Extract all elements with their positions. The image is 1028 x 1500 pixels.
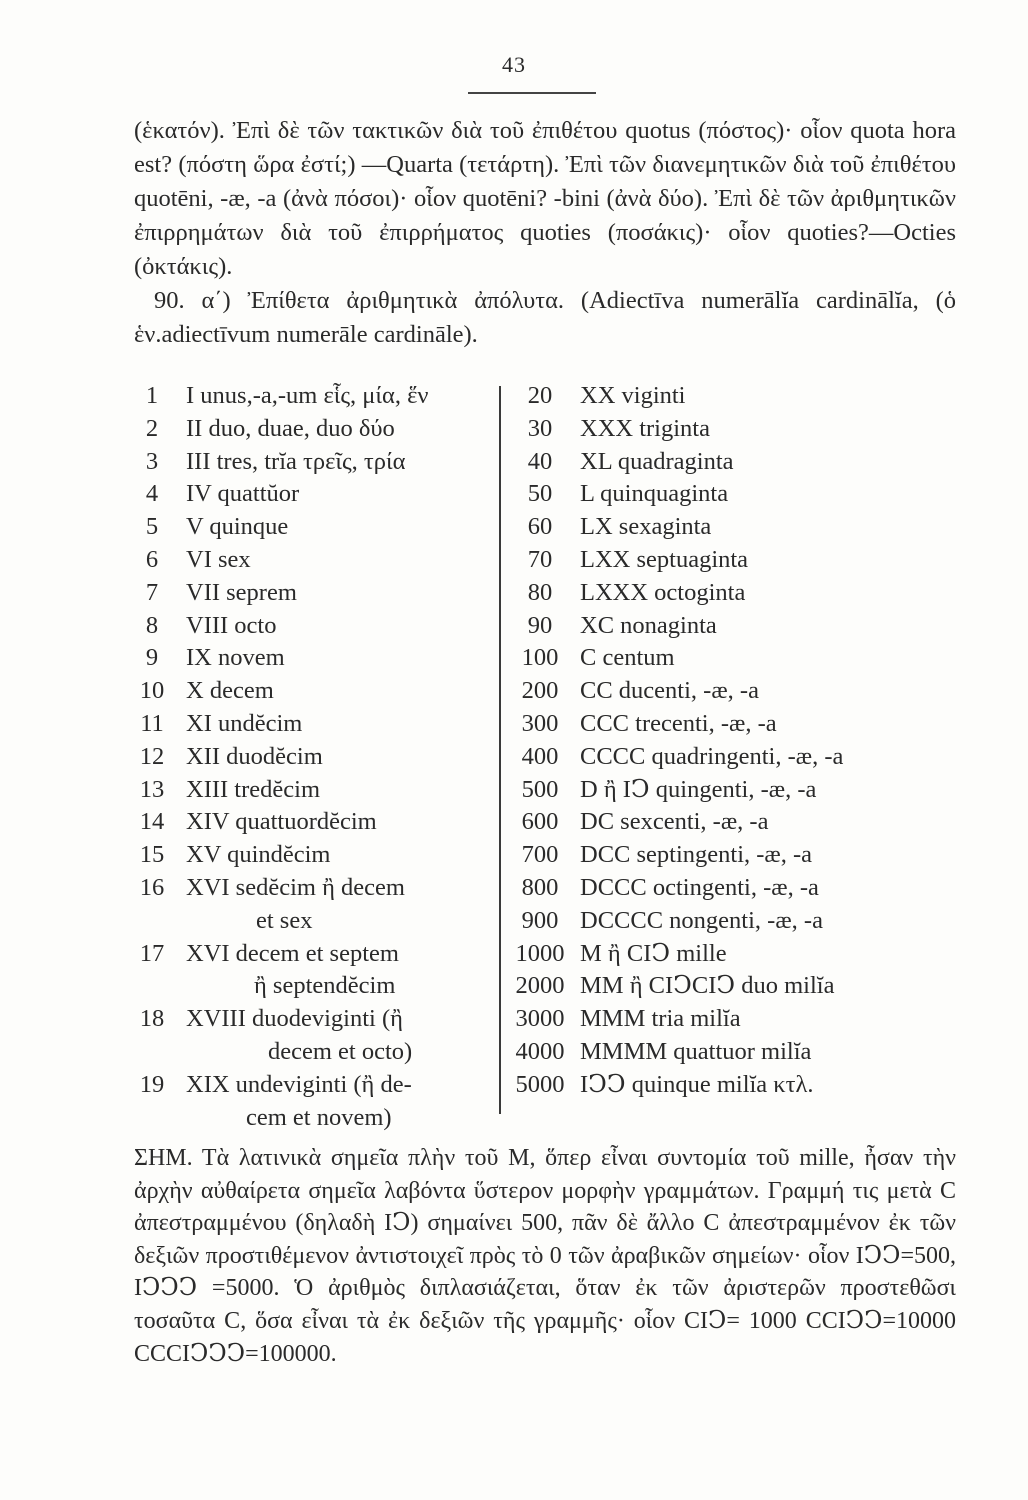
numeral-text: IↃↃ quinque milĭa κτλ. [580, 1070, 814, 1098]
list-item [506, 970, 976, 1003]
numeral-number: 700 [521, 841, 559, 869]
numeral-text: XI undĕcim [186, 709, 303, 737]
numeral-text: LXX septuaginta [580, 545, 749, 573]
column-divider [499, 386, 501, 1114]
list-item [506, 544, 976, 577]
numeral-text: MM ἢ CIↃCIↃ duo milĭa [580, 972, 835, 1000]
numeral-text: LX sexaginta [580, 513, 712, 541]
intro-paragraph: (ἑκατόν). Ἐπὶ δὲ τῶν τακτικῶν διὰ τοῦ ἐπιθέτου quotus (πόστος)· οἷον quota hora est? (πόστη ὥρα ἐστί;) —Quarta (τετάρτη). Ἐπὶ τῶν διανεμητικῶν διὰ τοῦ ἐπιθέτου quotēni, -æ, -a (ἀνὰ πόσοι)· οἷον quotēni? -bini (ἀνὰ δύο). Ἐπὶ δὲ τῶν ἀριθμητικῶν ἐπιρρημάτων διὰ τοῦ ἐπιρρήματος quoties (ποσάκις)· οἷον quoties?—Octies (ὀκτάκις). [134, 117, 956, 280]
numeral-number: 800 [521, 873, 559, 901]
numeral-text: II duo, duae, duo δύο [186, 414, 395, 442]
list-item-continuation [124, 1036, 496, 1069]
numeral-number: 70 [527, 545, 553, 573]
list-item [506, 511, 976, 544]
numeral-text: XVI decem et septem [186, 939, 399, 967]
numeral-number: 18 [139, 1005, 165, 1033]
remark-paragraph: ΣΗΜ. Τὰ λατινικὰ σημεῖα πλὴν τοῦ M, ὅπερ εἶναι συντομία τοῦ mille, ἦσαν τὴν ἀρχὴν αὐθαίρετα σημεῖα λαβόντα ὕστερον μορφὴν γραμμάτων. Γραμμή τις μετὰ C ἀπεστραμμένου (δηλαδὴ IↃ) σημαίνει 500, πᾶν δὲ ἄλλο C ἀπεστραμμένον ἐκ τῶν δεξιῶν προστιθέμενον ἀντιστοιχεῖ πρὸς τὸ 0 τῶν ἀραβικῶν σημείων· οἷον IↃↃ=500, IↃↃↃ =5000. Ὁ ἀριθμὸς διπλασιάζεται, ὅταν ἐκ τῶν ἀριστερῶν προστεθῶσι τοσαῦτα C, ὅσα εἶναι τὰ ἐκ δεξιῶν τῆς γραμμῆς· οἷον CIↃ= 1000 CCIↃↃ=10000 CCCIↃↃↃ=100000. [134, 1145, 956, 1367]
numeral-number: 17 [139, 939, 165, 967]
numeral-text: XV quindĕcim [186, 841, 331, 869]
numeral-text: D ἢ IↃ quingenti, -æ, -a [580, 775, 817, 803]
list-item [124, 642, 496, 675]
numeral-text: XC nonaginta [580, 611, 717, 639]
numeral-number: 300 [521, 709, 559, 737]
numeral-text: VII seprem [186, 578, 297, 606]
numeral-text: DCCC octingenti, -æ, -a [580, 873, 819, 901]
list-item [506, 577, 976, 610]
numeral-text: C centum [580, 644, 675, 672]
list-item [506, 806, 976, 839]
numeral-text: MMM tria milĭa [580, 1005, 741, 1033]
list-item [506, 1003, 976, 1036]
numeral-number: 5 [145, 513, 159, 541]
numeral-number: 12 [139, 742, 165, 770]
numeral-text: DCCCC nongenti, -æ, -a [580, 906, 823, 934]
numeral-number: 14 [139, 808, 165, 836]
numeral-number: 1000 [515, 939, 565, 967]
numeral-text: III tres, trĭa τρεῖς, τρία [186, 447, 406, 475]
numeral-text: XVI sedĕcim ἢ decem [186, 873, 405, 901]
list-item [124, 446, 496, 479]
numeral-text: IV quattŭor [186, 480, 300, 508]
list-item [124, 610, 496, 643]
list-item [506, 905, 976, 938]
numeral-text: CC ducenti, -æ, -a [580, 677, 759, 705]
numeral-text: decem et octo) [268, 1037, 413, 1065]
numeral-number: 2000 [515, 972, 565, 1000]
page-number-rule [468, 92, 596, 94]
numeral-text: XVIII duodeviginti (ἢ [186, 1005, 403, 1033]
numeral-number: 3000 [515, 1005, 565, 1033]
list-item [124, 511, 496, 544]
numeral-text: VIII octo [186, 611, 277, 639]
list-item [506, 610, 976, 643]
numeral-number: 30 [527, 414, 553, 442]
numeral-number: 4000 [515, 1037, 565, 1065]
numeral-number: 60 [527, 513, 553, 541]
numeral-number: 15 [139, 841, 165, 869]
list-item [506, 938, 976, 971]
numeral-number: 11 [140, 709, 164, 737]
numeral-text: et sex [256, 906, 313, 934]
list-item [124, 774, 496, 807]
numeral-text: XII duodĕcim [186, 742, 323, 770]
numeral-number: 4 [145, 480, 159, 508]
list-item [124, 806, 496, 839]
numerals-right-column [506, 380, 976, 1102]
numeral-text: ἢ septendĕcim [254, 972, 396, 1000]
list-item [506, 1036, 976, 1069]
numeral-number: 1 [145, 382, 159, 409]
numeral-text: IX novem [186, 644, 285, 672]
numeral-text: M ἢ CIↃ mille [580, 939, 727, 967]
list-item [124, 1003, 496, 1036]
numeral-number: 7 [145, 578, 159, 606]
list-item [506, 708, 976, 741]
list-item [506, 413, 976, 446]
list-item [506, 446, 976, 479]
list-item [506, 1069, 976, 1102]
numeral-number: 50 [527, 480, 553, 508]
numeral-text: cem et novem) [246, 1103, 392, 1131]
numeral-text: X decem [186, 677, 274, 705]
numeral-number: 900 [521, 906, 559, 934]
numeral-text: XIV quattuordĕcim [186, 808, 377, 836]
numeral-text: VI sex [186, 545, 251, 573]
numeral-number: 400 [521, 742, 559, 770]
numeral-number: 13 [139, 775, 165, 803]
numeral-number: 600 [521, 808, 559, 836]
list-item [124, 380, 496, 413]
numeral-text: DC sexcenti, -æ, -a [580, 808, 769, 836]
numeral-number: 2 [145, 414, 159, 442]
list-item [124, 413, 496, 446]
numeral-text: XXX triginta [580, 414, 710, 442]
list-item-continuation [124, 1102, 496, 1135]
list-item [124, 741, 496, 774]
remark-note [134, 1142, 956, 1370]
numeral-text: CCC trecenti, -æ, -a [580, 709, 777, 737]
numeral-number: 9 [145, 644, 159, 672]
list-item [506, 839, 976, 872]
list-item [124, 872, 496, 905]
numerals-left-column [124, 380, 496, 1134]
list-item [124, 938, 496, 971]
list-item [506, 380, 976, 413]
list-item [506, 642, 976, 675]
numeral-number: 8 [145, 611, 159, 639]
list-item [506, 872, 976, 905]
list-item [124, 839, 496, 872]
list-item [124, 1069, 496, 1102]
numeral-text: DCC septingenti, -æ, -a [580, 841, 813, 869]
list-item [124, 708, 496, 741]
numeral-text: L quinquaginta [580, 480, 729, 508]
numeral-number: 40 [527, 447, 553, 475]
list-item [506, 675, 976, 708]
numeral-number: 80 [527, 578, 553, 606]
numeral-number: 90 [527, 611, 553, 639]
numeral-text: MMMM quattuor milĭa [580, 1037, 812, 1065]
numeral-number: 6 [145, 545, 159, 573]
list-item [506, 741, 976, 774]
numeral-number: 10 [139, 677, 165, 705]
list-item-continuation [124, 905, 496, 938]
list-item [124, 478, 496, 511]
numeral-text: CCCC quadringenti, -æ, -a [580, 742, 844, 770]
numeral-number: 20 [527, 382, 553, 409]
numeral-number: 16 [139, 873, 165, 901]
numeral-number: 19 [139, 1070, 165, 1098]
list-item [506, 774, 976, 807]
numeral-text: XL quadraginta [580, 447, 734, 475]
numeral-text: XIII tredĕcim [186, 775, 320, 803]
list-item [124, 544, 496, 577]
intro-text [134, 114, 956, 352]
numeral-text: I unus,-a,-um εἷς, μία, ἕν [186, 382, 429, 409]
numeral-number: 500 [521, 775, 559, 803]
list-item [506, 478, 976, 511]
list-item [124, 577, 496, 610]
numeral-number: 5000 [515, 1070, 565, 1098]
numeral-text: XX viginti [580, 382, 686, 409]
numeral-text: LXXX octoginta [580, 578, 746, 606]
numeral-number: 3 [145, 447, 159, 475]
numeral-number: 100 [521, 644, 559, 672]
list-item [124, 675, 496, 708]
numeral-number: 200 [521, 677, 559, 705]
section-heading-paragraph: 90. α΄) Ἐπίθετα ἀριθμητικὰ ἀπόλυτα. (Adiectīva numerālĭa cardinālĭa, (ὁ ἑν.adiectīvum numerāle cardināle). [134, 287, 956, 348]
page-number: 43 [502, 52, 526, 77]
numeral-text: V quinque [186, 513, 289, 541]
numeral-text: XIX undeviginti (ἢ de- [186, 1070, 412, 1098]
list-item-continuation [124, 970, 496, 1003]
